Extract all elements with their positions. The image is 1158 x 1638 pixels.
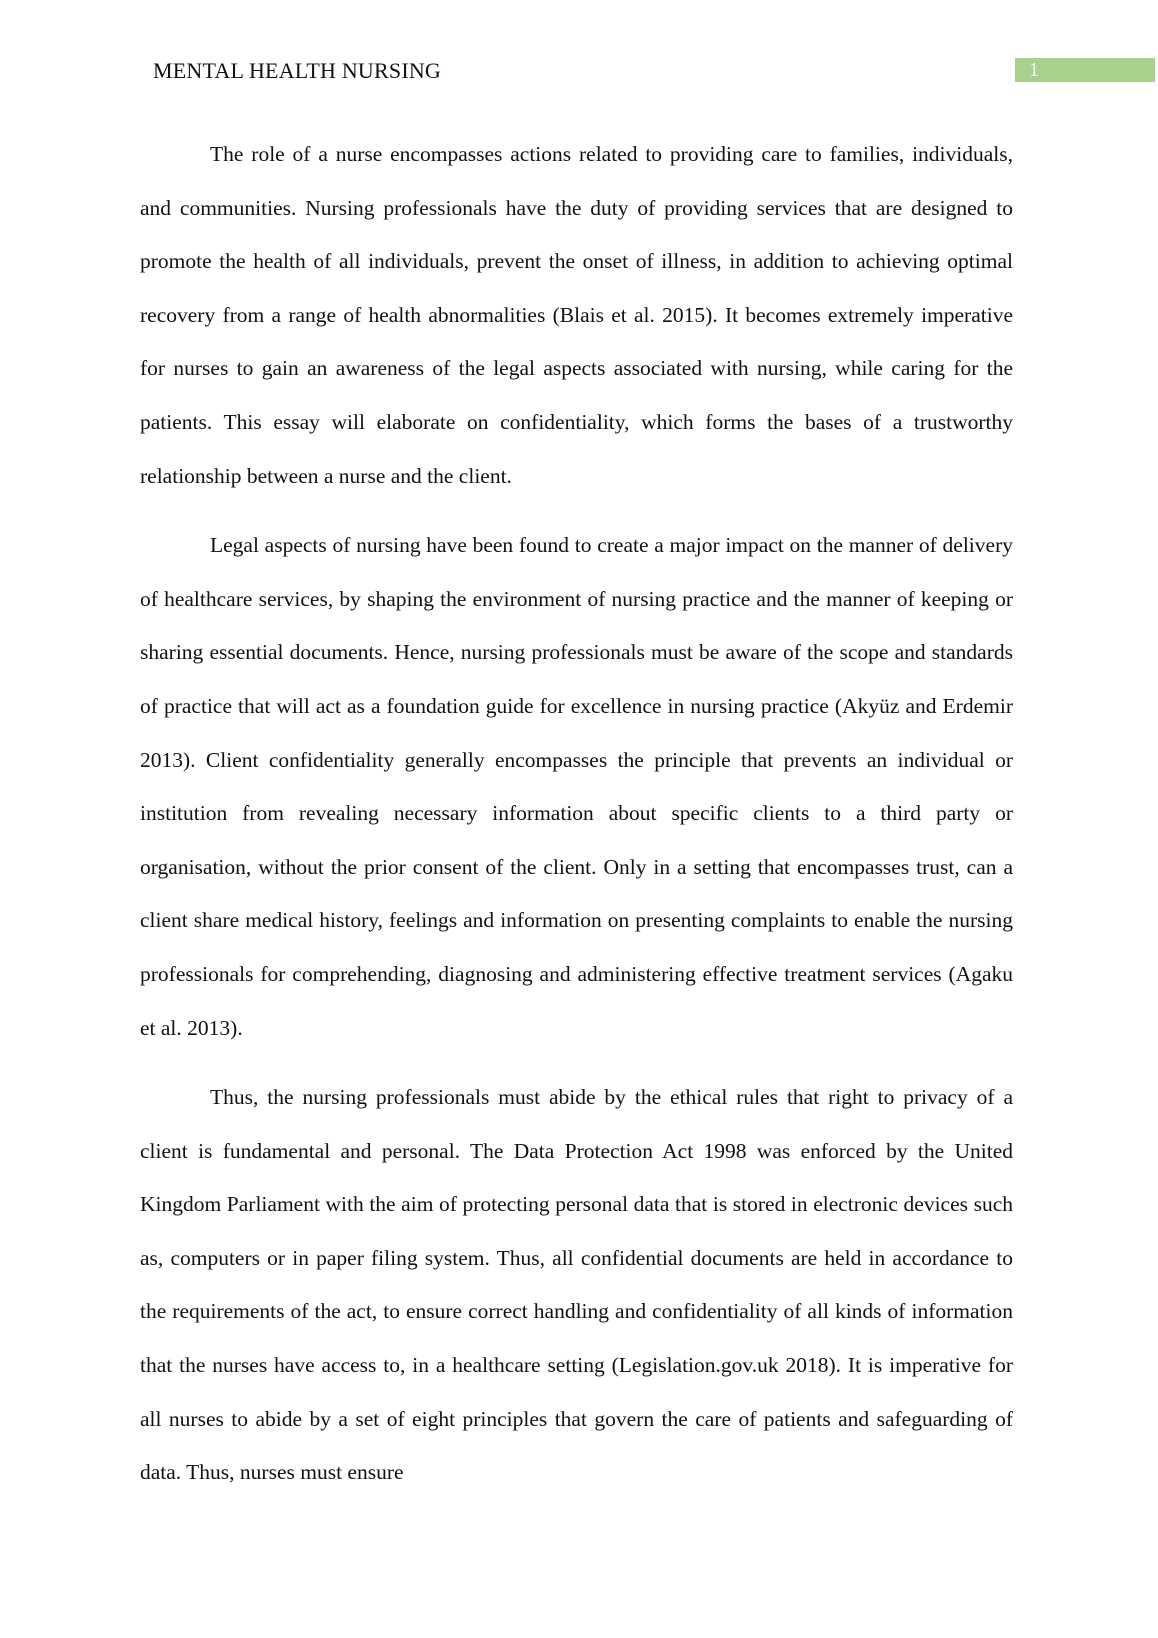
- page-number-badge: 1: [1015, 58, 1155, 82]
- paragraph-3: Thus, the nursing professionals must abide by the ethical rules that right to privacy of a client is fundamental and personal. The Data Protection Act 1998 was enforced by the United Kingdom Parliament with the aim of protecting personal data that is stored in electronic devices such as, computers or in paper filing system. Thus, all confidential documents are held in accordance to the requirements of the act, to ensure correct handling and confidentiality of all kinds of information that the nurses have access to, in a healthcare setting (Legislation.gov.uk 2018). It is imperative for all nurses to abide by a set of eight principles that govern the care of patients and safeguarding of data. Thus, nurses must ensure: [140, 1085, 1013, 1485]
- paragraph-1: The role of a nurse encompasses actions related to providing care to families, individuals, and communities. Nursing professionals have the duty of providing services that are designed to promote the health of all individuals, prevent the onset of illness, in addition to achieving optimal recovery from a range of health abnormalities (Blais et al. 2015). It becomes extremely imperative for nurses to gain an awareness of the legal aspects associated with nursing, while caring for the patients. This essay will elaborate on confidentiality, which forms the bases of a trustworthy relationship between a nurse and the client.: [140, 142, 1013, 488]
- document-body: [140, 128, 1013, 1516]
- page-header: [0, 56, 1158, 86]
- running-head: MENTAL HEALTH NURSING: [153, 58, 442, 83]
- paragraph-2: Legal aspects of nursing have been found to create a major impact on the manner of delivery of healthcare services, by shaping the environment of nursing practice and the manner of keeping or sharing essential documents. Hence, nursing professionals must be aware of the scope and standards of practice that will act as a foundation guide for excellence in nursing practice (Akyüz and Erdemir 2013). Client confidentiality generally encompasses the principle that prevents an individual or institution from revealing necessary information about specific clients to a third party or organisation, without the prior consent of the client. Only in a setting that encompasses trust, can a client share medical history, feelings and information on presenting complaints to enable the nursing professionals for comprehending, diagnosing and administering effective treatment services (Agaku et al. 2013).: [140, 533, 1013, 1040]
